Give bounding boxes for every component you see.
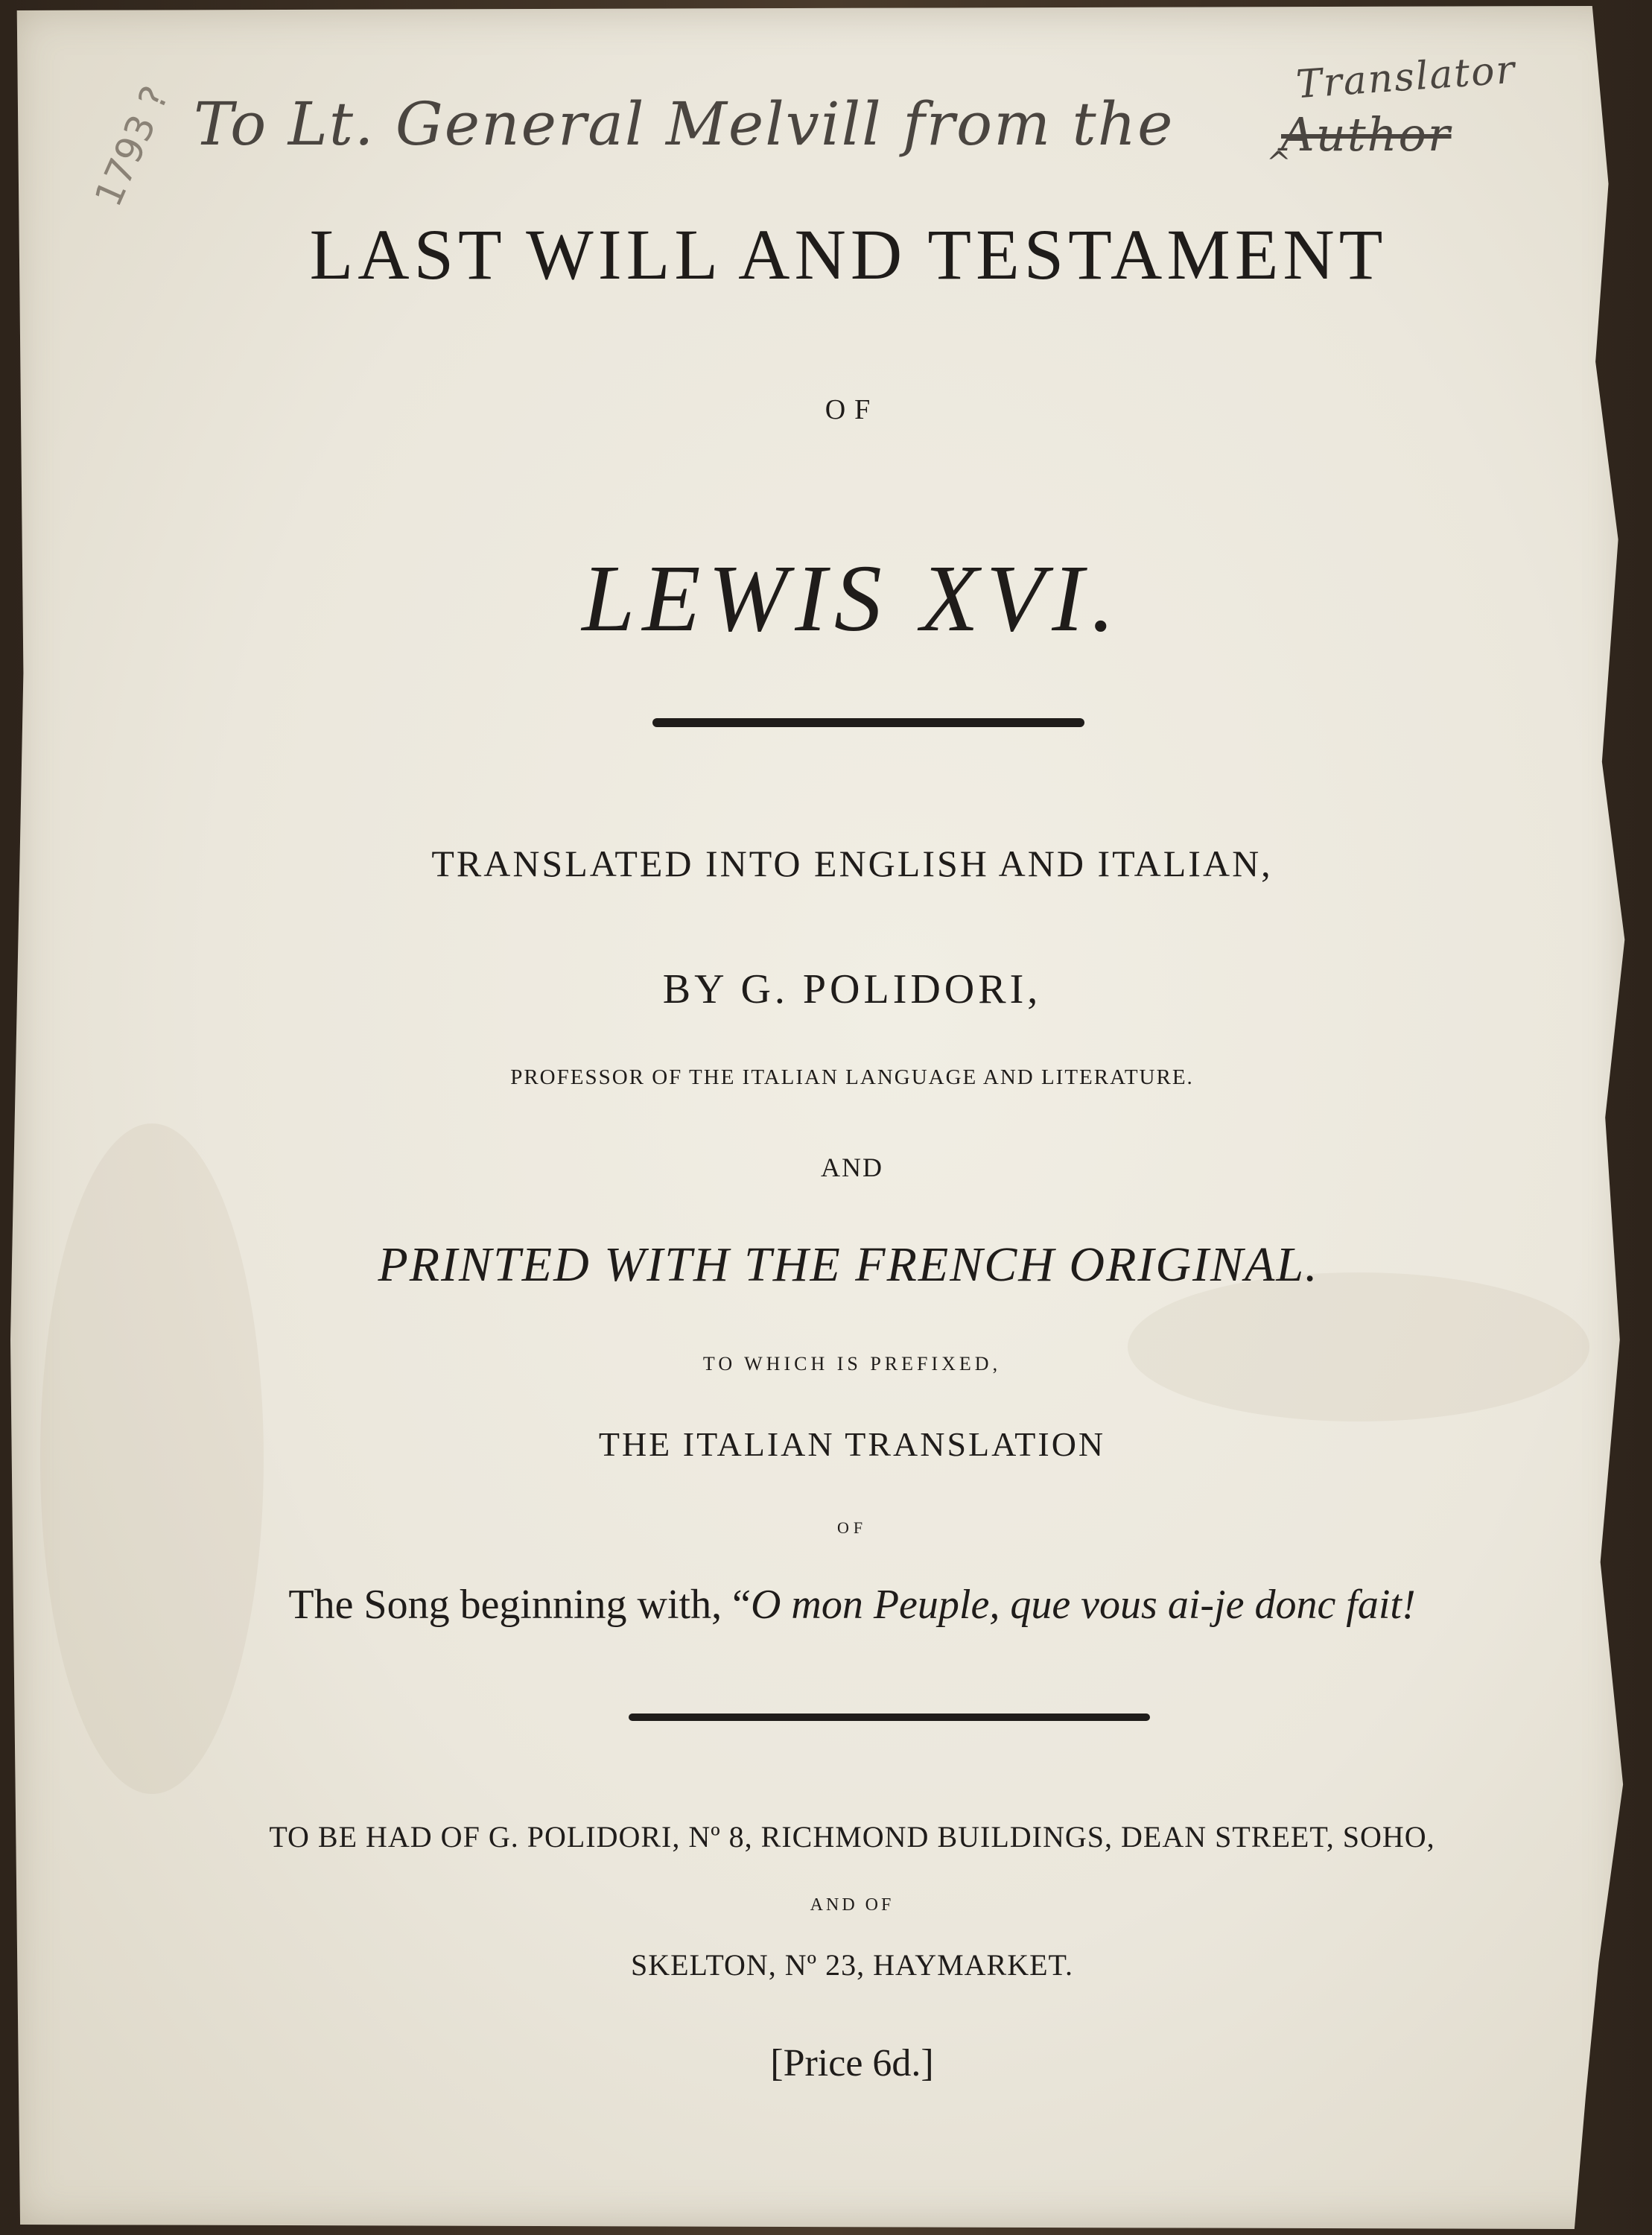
price-line: [Price 6d.] bbox=[770, 2042, 934, 2085]
of-small-line: OF bbox=[836, 1518, 868, 1537]
translated-line: TRANSLATED INTO ENGLISH AND ITALIAN, bbox=[431, 843, 1273, 884]
divider-rule bbox=[629, 1714, 1150, 1721]
page-title: LAST WILL AND TESTAMENT bbox=[309, 215, 1388, 294]
prefixed-line: TO WHICH IS PREFIXED, bbox=[702, 1353, 1002, 1375]
song-prefix: The Song beginning with, “ bbox=[288, 1582, 751, 1628]
italian-translation-line: THE ITALIAN TRANSLATION bbox=[598, 1425, 1106, 1463]
author-line: BY G. POLIDORI, bbox=[662, 966, 1042, 1012]
title-subject: LEWIS XVI. bbox=[582, 545, 1122, 651]
inscription-struck-word: Author bbox=[1281, 107, 1452, 162]
paper-stain bbox=[1128, 1272, 1589, 1421]
and-line: AND bbox=[821, 1153, 883, 1182]
imprint-line-2: SKELTON, Nº 23, HAYMARKET. bbox=[630, 1948, 1073, 1982]
imprint-and-of: AND OF bbox=[810, 1895, 895, 1915]
imprint-line-1: TO BE HAD OF G. POLIDORI, Nº 8, RICHMOND BUILDINGS, DEAN STREET, SOHO, bbox=[269, 1820, 1435, 1854]
song-quote: O mon Peuple, que vous ai-je donc fait! bbox=[750, 1582, 1416, 1628]
pencil-date-text: 1793 ? bbox=[86, 79, 178, 213]
song-line bbox=[0, 1581, 1652, 1629]
printed-line: PRINTED WITH THE FRENCH ORIGINAL. bbox=[378, 1237, 1319, 1292]
inscription-caret: ^ bbox=[1266, 146, 1293, 180]
divider-rule bbox=[652, 718, 1084, 727]
handwritten-inscription bbox=[194, 47, 1579, 186]
inscription-inserted-word: Translator bbox=[1294, 47, 1518, 108]
author-title-line: PROFESSOR OF THE ITALIAN LANGUAGE AND LITERATURE. bbox=[510, 1065, 1194, 1089]
inscription-text: To Lt. General Melvill from the bbox=[194, 89, 1175, 159]
title-of: OF bbox=[825, 394, 880, 425]
